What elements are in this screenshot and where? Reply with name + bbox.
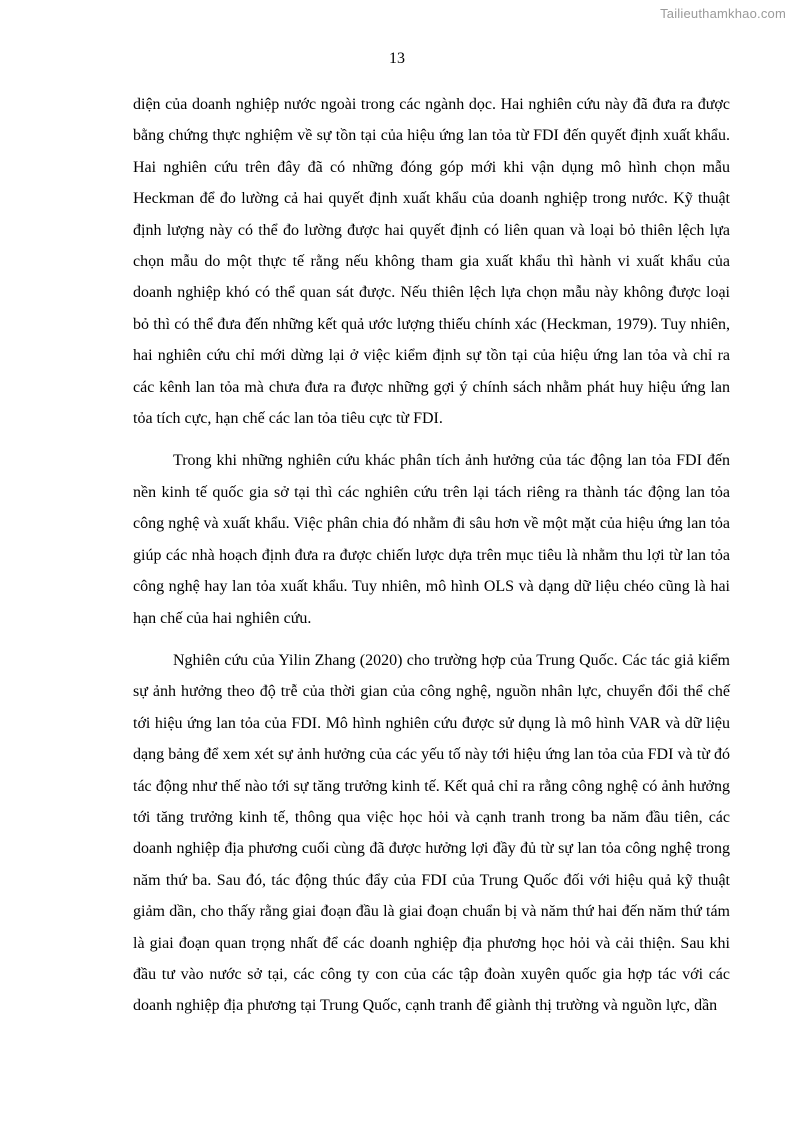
page-number: 13 bbox=[389, 50, 405, 67]
watermark-text: Tailieuthamkhao.com bbox=[660, 6, 786, 21]
paragraph-2: Trong khi những nghiên cứu khác phân tích ảnh hưởng của tác động lan tỏa FDI đến nền kinh tế quốc gia sở tại thì các nghiên cứu trên lại tách riêng ra thành tác động lan tỏa công nghệ và xuất khẩu. Việc phân chia đó nhằm đi sâu hơn về một mặt của hiệu ứng lan tỏa giúp các nhà hoạch định đưa ra được chiến lược dựa trên mục tiêu là nhằm thu lợi từ lan tỏa công nghệ hay lan tỏa xuất khẩu. Tuy nhiên, mô hình OLS và dạng dữ liệu chéo cũng là hai hạn chế của hai nghiên cứu. bbox=[133, 452, 730, 627]
paragraph-3: Nghiên cứu của Yilin Zhang (2020) cho trường hợp của Trung Quốc. Các tác giả kiểm sự ảnh hưởng theo độ trễ của thời gian của công nghệ, nguồn nhân lực, chuyển đổi thể chế tới hiệu ứng lan tỏa của FDI. Mô hình nghiên cứu được sử dụng là mô hình VAR và dữ liệu dạng bảng để xem xét sự ảnh hưởng của các yếu tố này tới hiệu ứng lan tỏa của FDI và từ đó tác động như thế nào tới sự tăng trưởng kinh tế. Kết quả chỉ ra rằng công nghệ có ảnh hưởng tới tăng trưởng kinh tế, thông qua việc học hỏi và cạnh tranh trong ba năm đầu tiên, các doanh nghiệp địa phương cuối cùng đã được hưởng lợi đầy đủ từ sự lan tỏa công nghệ trong năm thứ ba. Sau đó, tác động thúc đẩy của FDI của Trung Quốc đối với hiệu quả kỹ thuật giảm dần, cho thấy rằng giai đoạn đầu là giai đoạn chuẩn bị và năm thứ hai đến năm thứ tám là giai đoạn quan trọng nhất để các doanh nghiệp địa phương học hỏi và cải thiện. Sau khi đầu tư vào nước sở tại, các công ty con của các tập đoàn xuyên quốc gia hợp tác với các doanh nghiệp địa phương tại Trung Quốc, cạnh tranh để giành thị trường và nguồn lực, dần bbox=[133, 651, 730, 1015]
document-body bbox=[133, 89, 730, 1033]
paragraph-1: diện của doanh nghiệp nước ngoài trong các ngành dọc. Hai nghiên cứu này đã đưa ra được bằng chứng thực nghiệm về sự tồn tại của hiệu ứng lan tỏa từ FDI đến quyết định xuất khẩu. Hai nghiên cứu trên đây đã có những đóng góp mới khi vận dụng mô hình chọn mẫu Heckman để đo lường cả hai quyết định xuất khẩu của doanh nghiệp trong nước. Kỹ thuật định lượng này có thể đo lường được hai quyết định có liên quan và loại bỏ thiên lệch lựa chọn mẫu do một thực tế rằng nếu không tham gia xuất khẩu thì hành vi xuất khẩu của doanh nghiệp khó có thể quan sát được. Nếu thiên lệch lựa chọn mẫu này không được loại bỏ thì có thể đưa đến những kết quả ước lượng thiếu chính xác (Heckman, 1979). Tuy nhiên, hai nghiên cứu chỉ mới dừng lại ở việc kiểm định sự tồn tại của hiệu ứng lan tỏa và chỉ ra các kênh lan tỏa mà chưa đưa ra được những gợi ý chính sách nhằm phát huy hiệu ứng lan tỏa tích cực, hạn chế các lan tỏa tiêu cực từ FDI. bbox=[133, 96, 730, 428]
